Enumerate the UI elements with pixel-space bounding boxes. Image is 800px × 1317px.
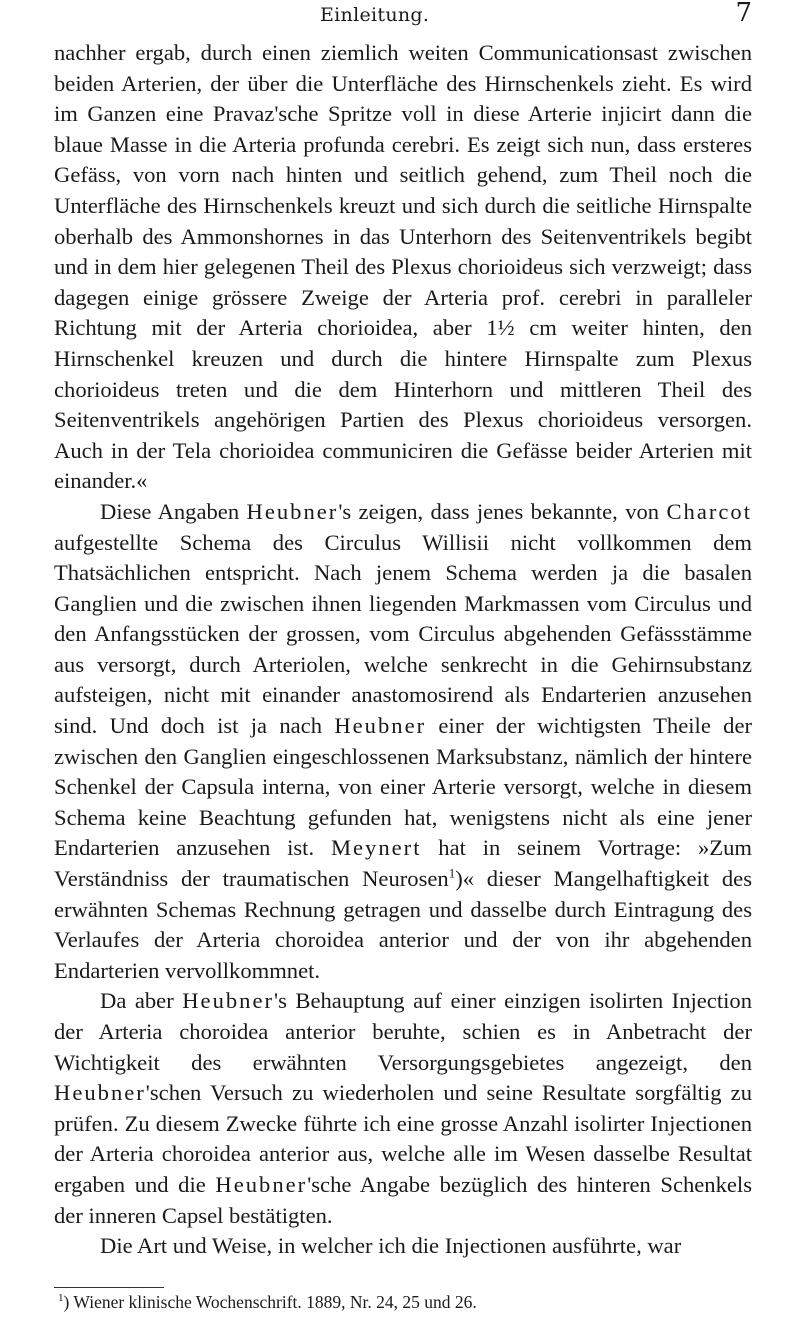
footnote-text: ) Wiener klinische Wochenschrift. 1889, Nr. 24, 25 und 26.: [63, 1292, 477, 1312]
author-name: Heubner: [334, 713, 427, 739]
author-name: Heubner: [54, 1080, 146, 1106]
text-run: hat in seinem Vortrage: »Zum Verständniss der traumatischen Neurosen: [54, 835, 752, 892]
text-run: aufgestellte Schema des Circulus Willisii nicht vollkommen dem Thatsächlichen entspricht. Nach jenem Schema werden ja die basalen Ganglien und die zwischen ihnen liegenden Markmassen vom Circulus und den Anfangsstücken der grossen, vom Circulus abgehenden Gefässstämme aus versorgt, durch Arteriolen, welche senkrecht in die Gehirnsubstanz aufsteigen, nicht mit einander anastomosirend als Endarterien anzusehen sind. Und doch ist ja nach: [54, 529, 752, 739]
paragraph-4: Die Art und Weise, in welcher ich die Injectionen ausführte, war: [100, 1233, 682, 1259]
paragraph-3: [54, 986, 752, 1231]
text-run: einer der wichtigsten Theile der zwischen den Ganglien eingeschlossenen Marksubstanz, nämlich der hintere Schenkel der Capsula interna, von einer Arterie versorgt, welche in diesem Schema keine Beachtung gefunden hat, wenigstens nicht als eine jener Endarterien anzusehen ist.: [54, 713, 753, 861]
author-name: Heubner: [215, 1171, 308, 1197]
text-run: Da aber: [100, 988, 183, 1014]
text-run: 'schen Versuch zu wiederholen und seine Resultate sorgfältig zu prüfen. Zu diesem Zwecke führte ich eine grosse Anzahl isolirter Injectionen der Arteria choroidea anterior aus, welche alle im Wesen dasselbe Resultat ergaben und die: [54, 1080, 752, 1197]
author-name: Meynert: [330, 835, 422, 861]
running-head: [0, 0, 800, 34]
author-name: Heubner: [182, 988, 275, 1014]
text-run: )« dieser Mangelhaftigkeit des erwähnten Schemas Rechnung getragen und dasselbe durch Eintragung des Verlaufes der Arteria choroidea anterior und der von ihr abgehenden Endarterien vervollkommnet.: [54, 866, 752, 983]
footnote-divider: [54, 1287, 164, 1288]
text-run: 's Behauptung auf einer einzigen isolirten Injection der Arteria choroidea anterior beruhte, schien es in Anbetracht der Wichtigkeit des erwähnten Versorgungsgebietes angezeigt, den: [54, 988, 752, 1075]
footnote-mark: 1: [58, 1292, 64, 1305]
text-run: 'sche Angabe bezüglich des hinteren Schenkels der inneren Capsel bestätigten.: [54, 1171, 752, 1228]
body-text: [54, 38, 752, 1262]
running-title: Einleitung.: [320, 4, 430, 26]
page-number: 7: [735, 0, 752, 28]
footnote: [58, 1291, 758, 1313]
author-name: Charcot: [666, 498, 752, 524]
author-name: Heubner: [246, 498, 339, 524]
paragraph-1: nachher ergab, durch einen ziemlich weiten Communicationsast zwischen beiden Arterien, der über die Unterfläche des Hirnschenkels zieht. Es wird im Ganzen eine Pravaz'sche Spritze voll in diese Arterie injicirt dann die blaue Masse in die Arteria profunda cerebri. Es zeigt sich nun, dass ersteres Gefäss, von vorn nach hinten und seitlich gehend, zum Theil noch die Unterfläche des Hirnschenkels kreuzt und sich durch die seitliche Hirnspalte oberhalb des Ammonshornes in das Unterhorn des Seitenventrikels begibt und in dem hier gelegenen Theil des Plexus chorioideus sich verzweigt; dass dagegen einige grössere Zweige der Arteria prof. cerebri in paralleler Richtung mit der Arteria chorioidea, aber 1½ cm weiter hinten, den Hirnschenkel kreuzen und durch die hintere Hirnspalte zum Plexus chorioideus treten und die dem Hinterhorn und mittleren Theil des Seitenventrikels angehörigen Partien des Plexus chorioideus versorgen. Auch in der Tela chorioidea communiciren die Gefässe beider Arterien mit einander.«: [54, 40, 752, 494]
paragraph-2: [54, 497, 752, 987]
footnote-reference[interactable]: 1: [448, 865, 456, 881]
text-run: 's zeigen, dass jenes bekannte, von: [338, 498, 667, 524]
text-run: Diese Angaben: [100, 498, 247, 524]
